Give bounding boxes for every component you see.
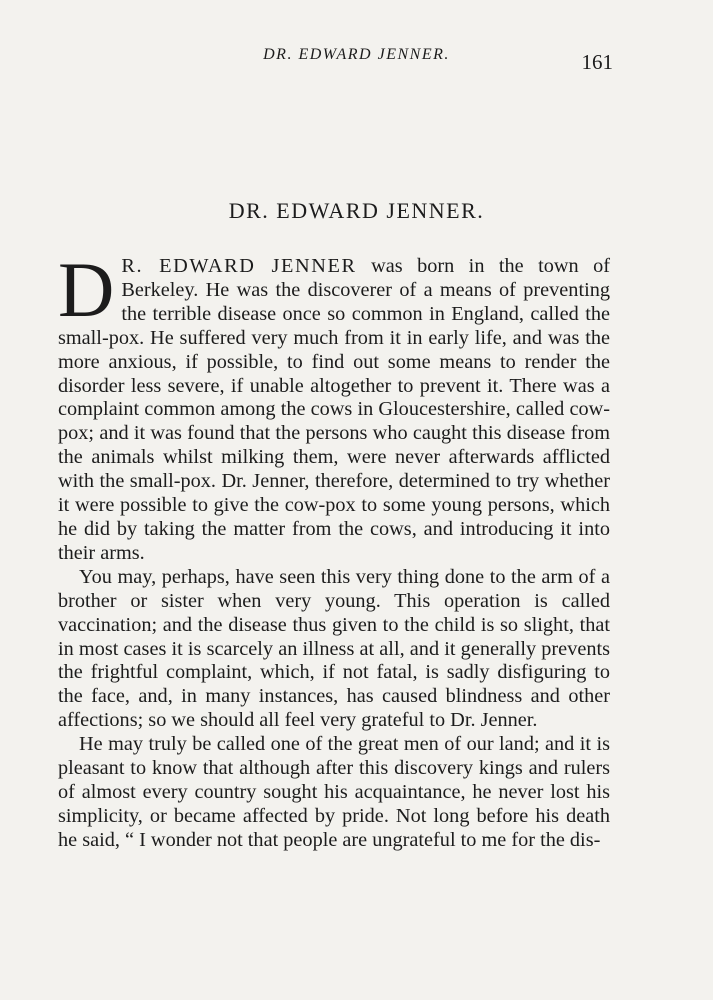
paragraph-1-text: was born in the town of Berkeley. He was the discoverer of a means of preventing the terrible disease once so common in England, called the small-pox. He suffered very much from it in early life, and was the more anxious, if possible, to find out some means to render the disorder less severe, if unable altogether to prevent it. There was a complaint common among the cows in Gloucestershire, called cow-pox; and it was found that the persons who caught this disease from the animals whilst milking them, were never afterwards afflicted with the small-pox. Dr. Jenner, therefore, determined to try whether it were possible to give the cow-pox to some young persons, which he did by taking the matter from the cows, and introducing it into their arms. [58,255,610,564]
chapter-title: DR. EDWARD JENNER. [228,198,485,223]
running-head: DR. EDWARD JENNER. [263,46,450,63]
drop-cap: D [58,246,115,333]
opening-words: R. EDWARD JENNER [121,255,357,277]
body-text [58,246,610,853]
page-number: 161 [581,50,613,74]
paragraph-1 [58,246,610,566]
paragraph-2: You may, perhaps, have seen this very thing done to the arm of a brother or sister when very young. This operation is called vaccination; and the disease thus given to the child is so slight, that in most cases it is scarcely an illness at all, and it generally prevents the frightful complaint, which, if not fatal, is sadly disfiguring to the face, and, in many instances, has caused blindness and other affections; so we should all feel very grateful to Dr. Jenner. [58,565,610,732]
paragraph-3: He may truly be called one of the great men of our land; and it is pleasant to know that although after this discovery kings and rulers of almost every country sought his acquaintance, he never lost his simplicity, or became affected by pride. Not long before his death he said, “ I wonder not that people are ungrateful to me for the dis- [58,733,610,851]
